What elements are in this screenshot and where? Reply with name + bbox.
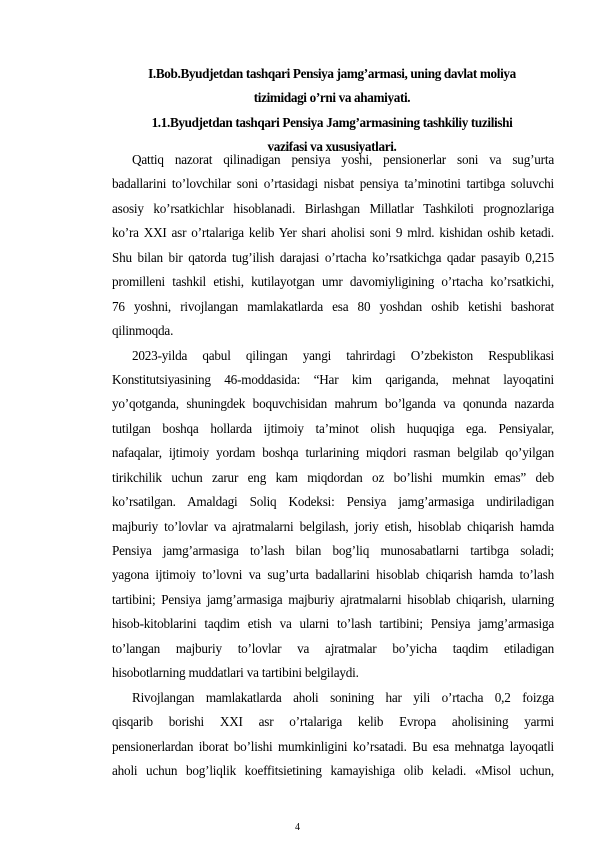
paragraph-line: qilinmoqda. [112,323,174,339]
paragraph-line: nafaqalar, ijtimoiy yordam boshqa turlarining miqdori rasman belgilab qo’yilgan [112,445,554,461]
paragraph-line: Rivojlangan mamlakatlarda aholi sonining har yili o’rtacha 0,2 foizga [132,689,554,705]
section-title-line: vazifasi va xususiyatlari. [267,139,397,155]
paragraph-line: yo’qotganda, shuningdek boquvchisidan mahrum bo’lganda va qonunda nazarda [112,396,554,412]
section-title-line: 1.1.Byudjetdan tashqari Pensiya Jamg’armasining tashkiliy tuzilishi [151,115,513,130]
paragraph-line: asosiy ko’rsatkichlar hisoblanadi. Birlashgan Millatlar Tashkiloti prognozlariga [112,200,554,216]
paragraph [112,344,554,686]
paragraph-line: 2023-yilda qabul qilingan yangi tahrirdagi O’zbekiston Respublikasi [132,347,554,363]
chapter-title-line: I.Bob.Byudjetdan tashqari Pensiya jamg’armasi, uning davlat moliya [148,66,516,81]
paragraph-line: to’langan majburiy to’lovlar va ajratmalar bo’yicha taqdim etiladigan [112,640,554,656]
chapter-title [112,62,552,111]
paragraph-line: yagona ijtimoiy to’lovni va sug’urta badallarini hisoblab chiqarish hamda to’lash [112,567,554,583]
paragraph-line: 76 yoshni, rivojlangan mamlakatlarda esa 80 yoshdan oshib ketishi bashorat [112,298,554,314]
paragraph-line: hisob-kitoblarini taqdim etish va ularni to’lash tartibini; Pensiya jamg’armasiga [112,616,554,632]
paragraph-line: pensionerlardan iborat bo’lishi mumkinligini ko’rsatadi. Bu esa mehnatga layoqatli [112,738,554,754]
paragraph-line: aholi uchun bog’liqlik koeffitsietining kamayishiga olib keladi. «Misol uchun, [112,762,554,778]
paragraph-line: majburiy to’lovlar va ajratmalarni belgilash, joriy etish, hisoblab chiqarish hamda [112,518,554,534]
paragraph-line: ko’ra XXI asr o’rtalariga kelib Yer shari aholisi soni 9 mlrd. kishidan oshib ketadi. [112,225,554,241]
paragraph-line: hisobotlarning muddatlari va tartibini belgilaydi. [112,665,359,681]
paragraph [112,686,554,784]
body-text [112,148,554,783]
paragraph-line: ko’rsatilgan. Amaldagi Soliq Kodeksi: Pensiya jamg’armasiga undiriladigan [112,494,554,510]
chapter-title-line: tizimidagi o’rni va ahamiyati. [253,90,411,106]
paragraph-line: Qattiq nazorat qilinadigan pensiya yoshi, pensionerlar soni va sug’urta [132,152,554,167]
paragraph-line: qisqarib borishi XXI asr o’rtalariga kelib Evropa aholisining yarmi [112,714,554,730]
paragraph [112,148,554,344]
paragraph-line: tartibini; Pensiya jamg’armasiga majburiy ajratmalarni hisoblab chiqarish, ularning [112,591,554,607]
page-number: 4 [295,822,300,833]
paragraph-line: Pensiya jamg’armasiga to’lash bilan bog’liq munosabatlarni tartibga soladi; [112,543,554,558]
paragraph-line: tirikchilik uchun zarur eng kam miqdordan oz bo’lishi mumkin emas” deb [112,469,554,485]
paragraph-line: tutilgan boshqa hollarda ijtimoiy ta’minot olish huquqiga ega. Pensiyalar, [112,420,554,436]
paragraph-line: badallarini to’lovchilar soni o’rtasidagi nisbat pensiya ta’minotini tartibga soluvchi [112,176,554,192]
paragraph-line: promilleni tashkil etishi, kutilayotgan umr davomiyligining o’rtacha ko’rsatkichi, [112,274,554,290]
paragraph-line: Shu bilan bir qatorda tug’ilish darajasi o’rtacha ko’rsatkichga qadar pasayib 0,215 [112,249,554,265]
paragraph-line: Konstitutsiyasining 46-moddasida: “Har kim qariganda, mehnat layoqatini [112,371,554,387]
